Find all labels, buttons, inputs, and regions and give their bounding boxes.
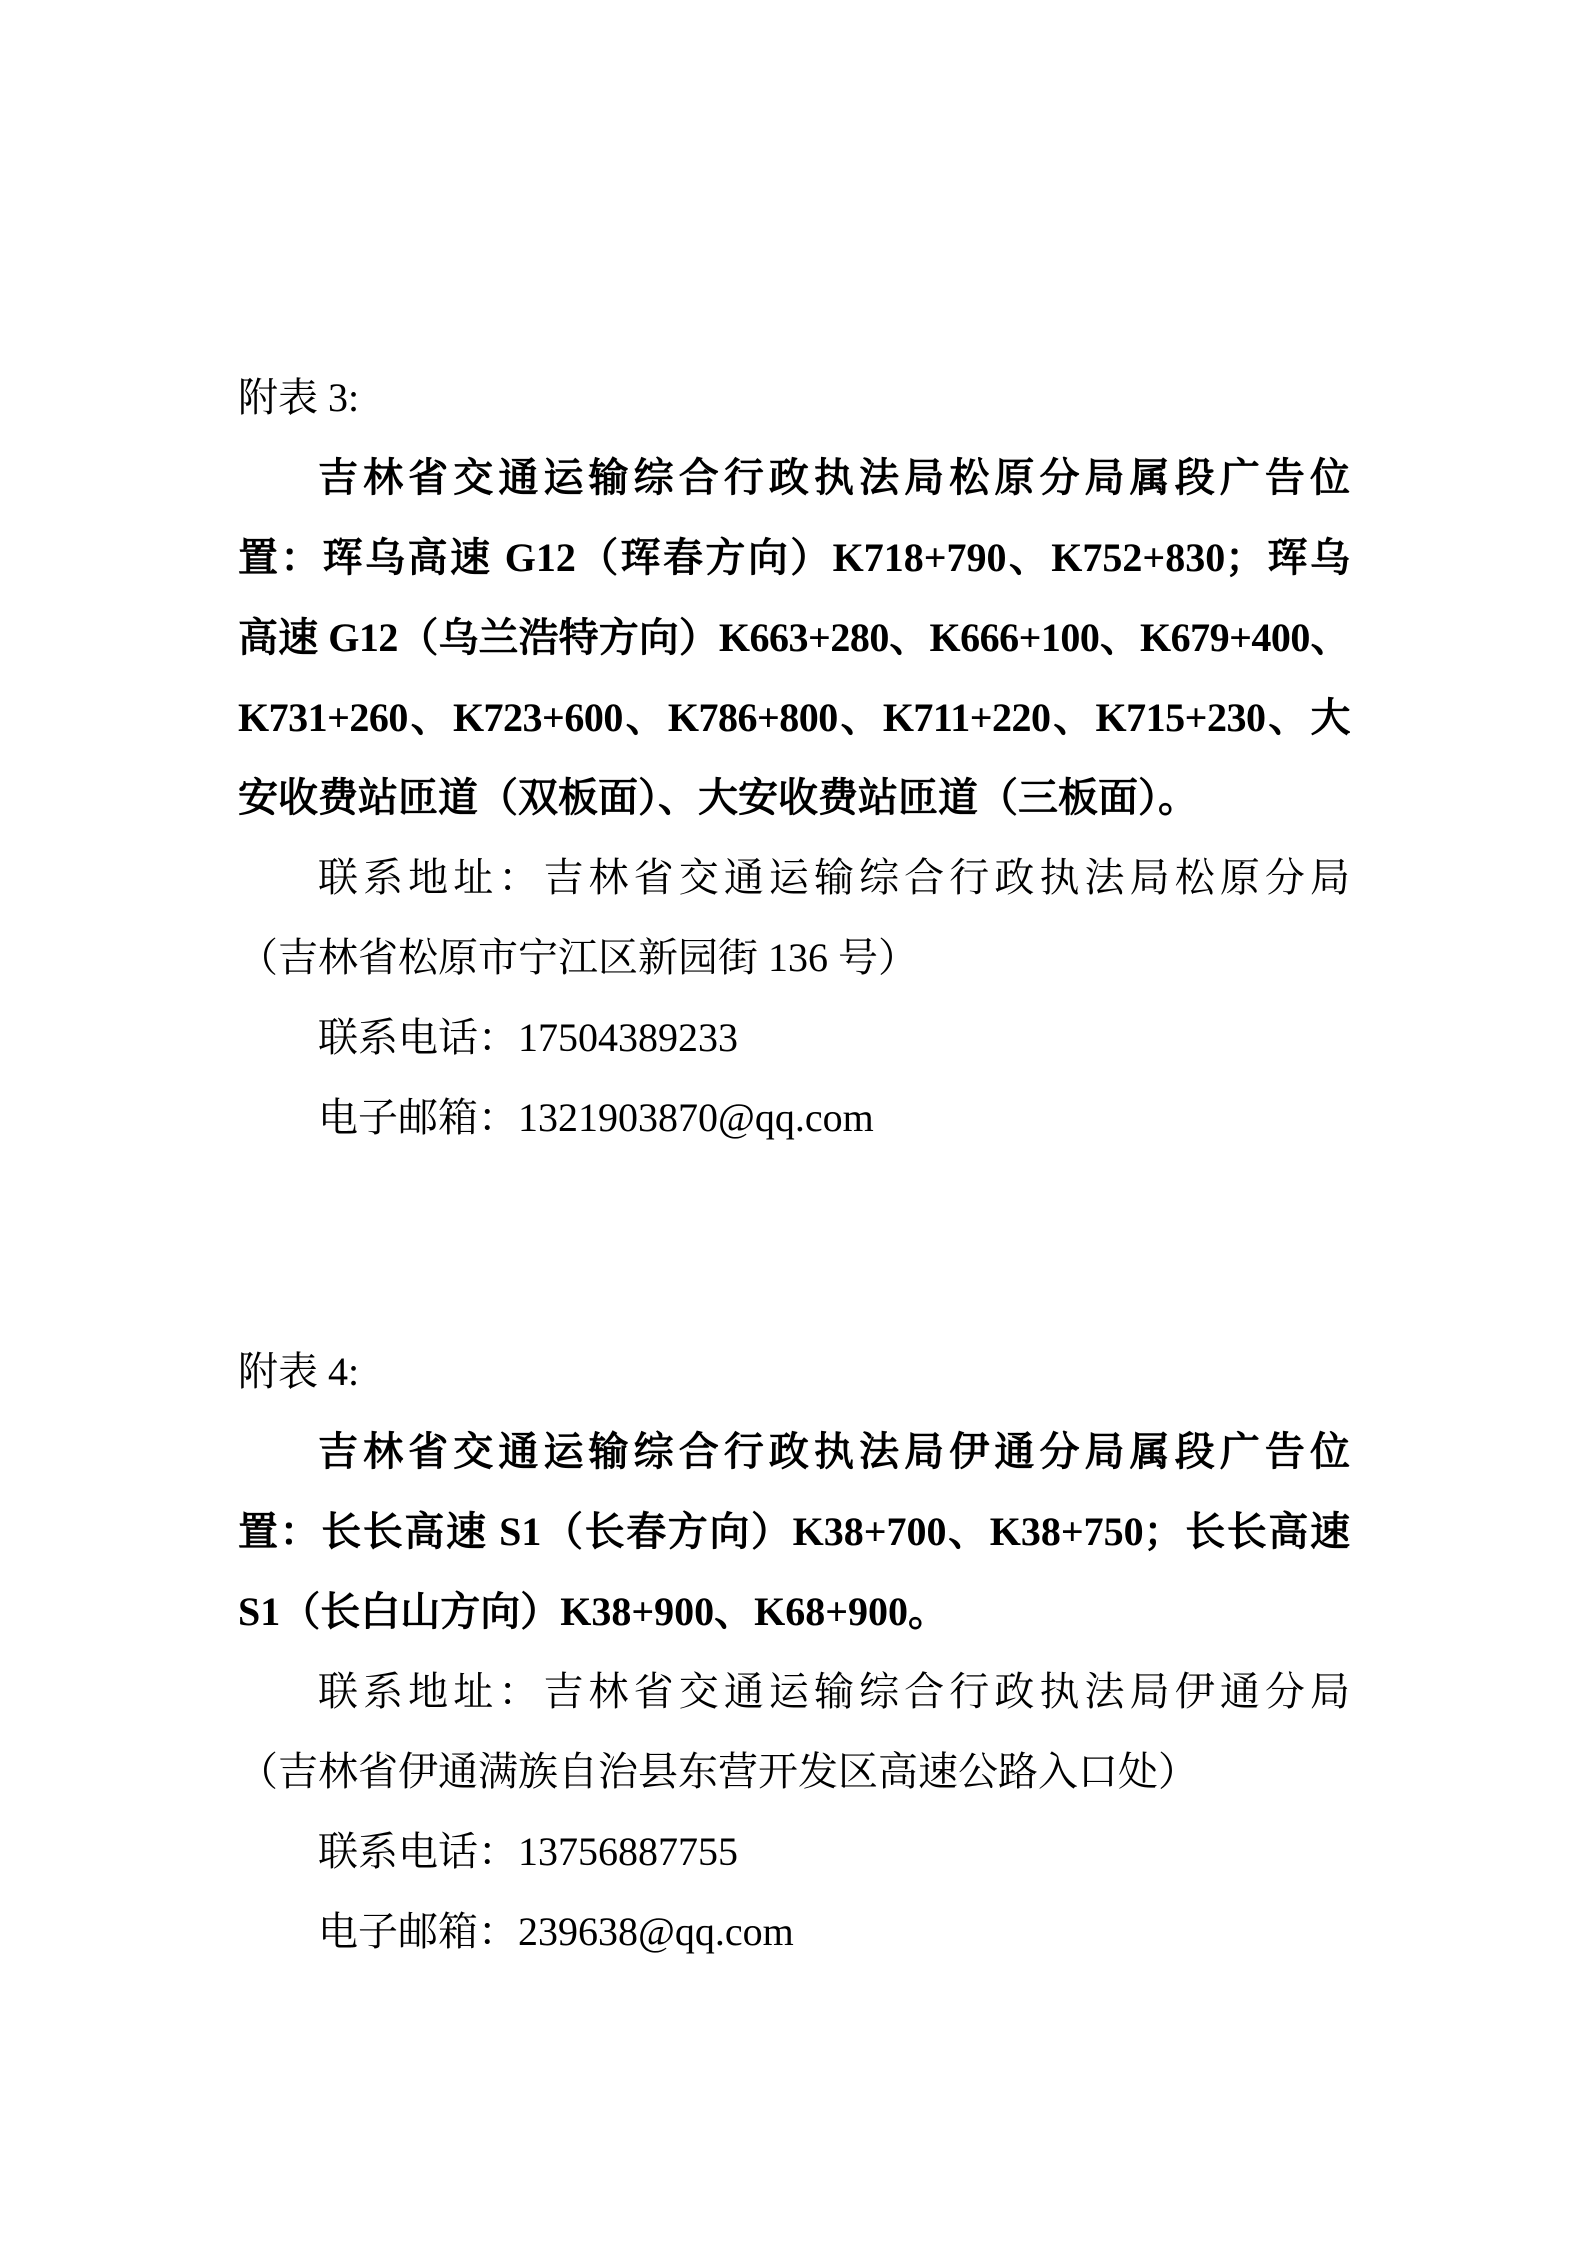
appendix-3-label: 附表 3: bbox=[238, 375, 360, 420]
appendix-3-address-line-2: （吉林省松原市宁江区新园街 136 号） bbox=[238, 935, 918, 980]
appendix-3-title-line-2: 置：珲乌高速 G12（珲春方向）K718+790、K752+830；珲乌 bbox=[238, 535, 1350, 580]
appendix-4-address-line-1: 联系地址：吉林省交通运输综合行政执法局伊通分局 bbox=[318, 1669, 1350, 1714]
appendix-3-email-line: 电子邮箱：1321903870@qq.com bbox=[318, 1095, 874, 1140]
appendix-3-address-line-1: 联系地址：吉林省交通运输综合行政执法局松原分局 bbox=[318, 855, 1350, 900]
appendix-4-title-line-3: S1（长白山方向）K38+900、K68+900。 bbox=[238, 1589, 949, 1634]
appendix-3-title-line-5: 安收费站匝道（双板面）、大安收费站匝道（三板面）。 bbox=[238, 775, 1198, 820]
section-appendix-4 bbox=[238, 1332, 1350, 1972]
appendix-4-title-line-2: 置：长长高速 S1（长春方向）K38+700、K38+750；长长高速 bbox=[238, 1509, 1350, 1554]
section-appendix-3 bbox=[238, 358, 1350, 1158]
appendix-3-title-line-1: 吉林省交通运输综合行政执法局松原分局属段广告位 bbox=[318, 455, 1350, 500]
appendix-3-phone-line: 联系电话：17504389233 bbox=[318, 1015, 738, 1060]
appendix-4-email-line: 电子邮箱：239638@qq.com bbox=[318, 1909, 794, 1954]
appendix-4-address-line-2: （吉林省伊通满族自治县东营开发区高速公路入口处） bbox=[238, 1749, 1198, 1794]
appendix-4-title-line-1: 吉林省交通运输综合行政执法局伊通分局属段广告位 bbox=[318, 1429, 1350, 1474]
appendix-4-label: 附表 4: bbox=[238, 1349, 360, 1394]
appendix-3-title-line-3: 高速 G12（乌兰浩特方向）K663+280、K666+100、K679+400、 bbox=[238, 615, 1350, 660]
appendix-3-title-line-4: K731+260、K723+600、K786+800、K711+220、K715+230、大 bbox=[238, 695, 1350, 740]
appendix-4-phone-line: 联系电话：13756887755 bbox=[318, 1829, 738, 1874]
